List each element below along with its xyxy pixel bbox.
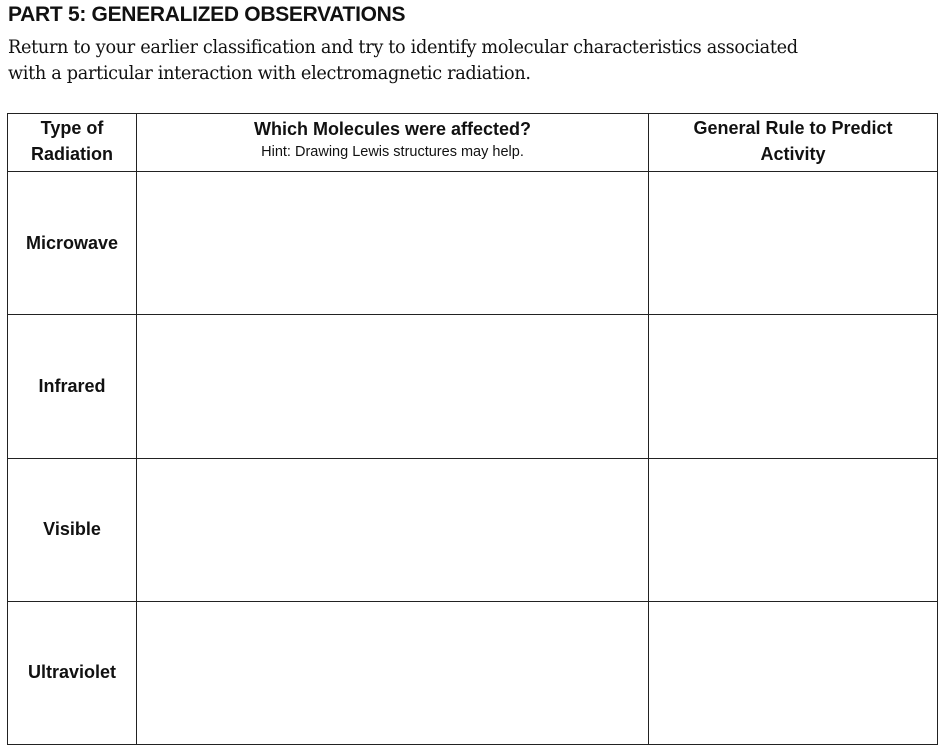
- table-row: [8, 458, 938, 601]
- molecules-affected-cell[interactable]: [137, 172, 649, 315]
- radiation-type: Microwave: [8, 172, 137, 315]
- header-hint: Hint: Drawing Lewis structures may help.: [261, 144, 524, 160]
- header-label: General Rule to Predict Activity: [693, 118, 893, 164]
- header-molecules-affected: [137, 114, 649, 172]
- instructions-line: Return to your earlier classification and try to identify molecular characteristics associated: [8, 36, 798, 58]
- header-label: Type of Radiation: [30, 118, 113, 164]
- general-rule-cell[interactable]: [649, 172, 938, 315]
- header-general-rule: [649, 114, 938, 172]
- table-row: [8, 601, 938, 744]
- table-row: [8, 172, 938, 315]
- molecules-affected-cell[interactable]: [137, 601, 649, 744]
- radiation-type: Infrared: [8, 315, 137, 458]
- instructions: [8, 34, 882, 86]
- molecules-affected-cell[interactable]: [137, 315, 649, 458]
- observations-table: [7, 113, 938, 745]
- radiation-type: Ultraviolet: [8, 601, 137, 744]
- table-row: [8, 315, 938, 458]
- table-header-row: [8, 114, 938, 172]
- general-rule-cell[interactable]: [649, 601, 938, 744]
- section-title: PART 5: GENERALIZED OBSERVATIONS: [8, 3, 406, 26]
- header-type-of-radiation: [8, 114, 137, 172]
- molecules-affected-cell[interactable]: [137, 458, 649, 601]
- instructions-line: with a particular interaction with electromagnetic radiation.: [8, 62, 531, 84]
- general-rule-cell[interactable]: [649, 315, 938, 458]
- header-label: Which Molecules were affected?: [253, 119, 532, 139]
- radiation-type: Visible: [8, 458, 137, 601]
- general-rule-cell[interactable]: [649, 458, 938, 601]
